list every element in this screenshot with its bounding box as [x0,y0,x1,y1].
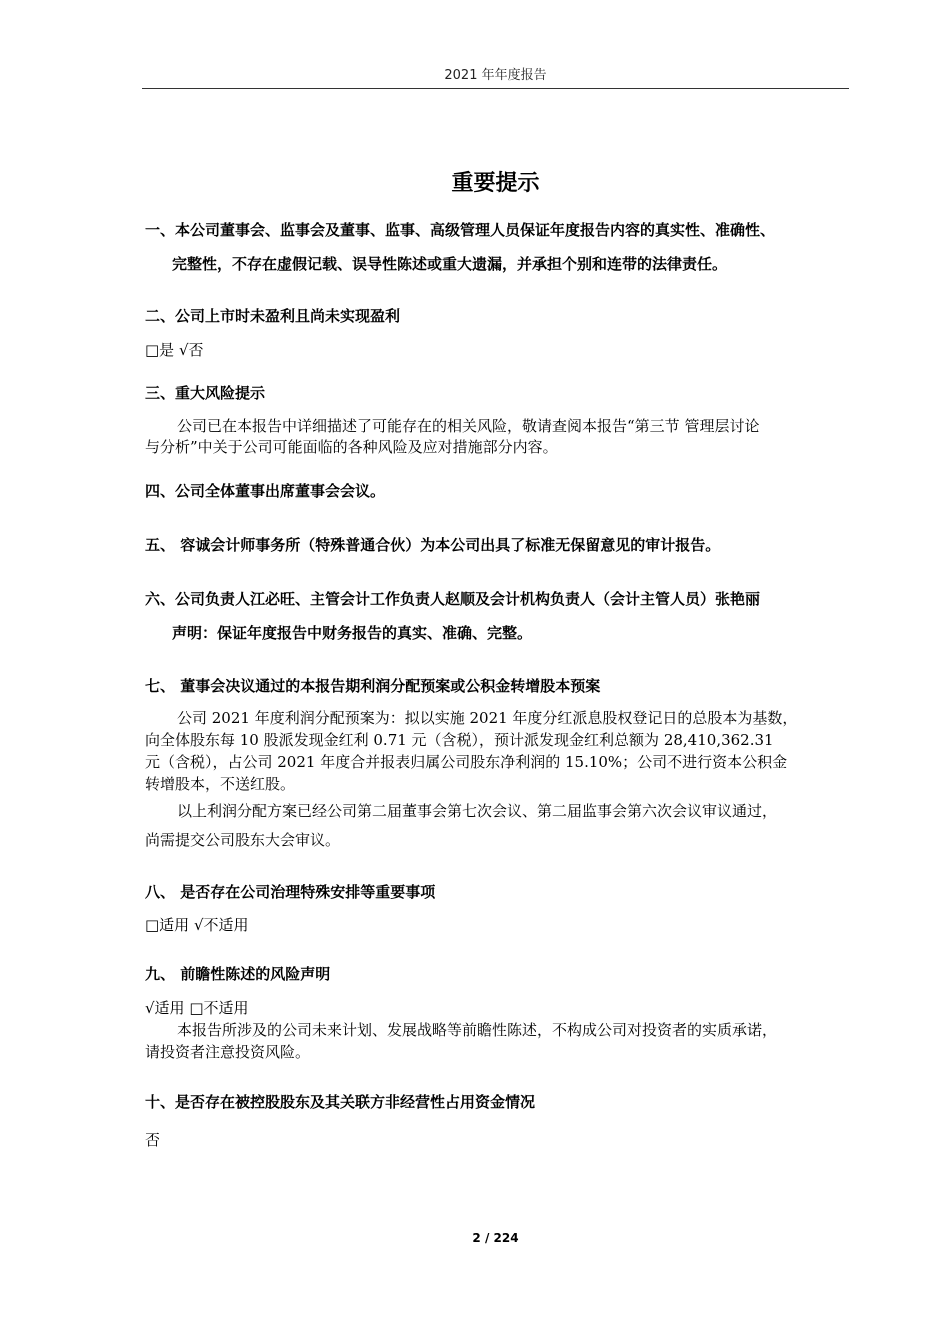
s7-p1-line4: 转增股本，不送红股。 [145,775,296,793]
s7-heading: 七、 董事会决议通过的本报告期利润分配预案或公积金转增股本预案 [145,677,601,695]
s6-line1: 六、公司负责人江必旺、主管会计工作负责人赵顺及会计机构负责人（会计主管人员）张艳丽 [145,590,761,608]
s7-p2-line2: 尚需提交公司股东大会审议。 [145,831,341,849]
s9-option: √适用 □不适用 [145,999,249,1017]
s4-heading: 四、公司全体董事出席董事会会议。 [145,482,386,500]
s10-heading: 十、是否存在被控股股东及其关联方非经营性占用资金情况 [145,1093,536,1111]
s9-line2: 请投资者注意投资风险。 [145,1043,311,1061]
s3-heading: 三、重大风险提示 [145,384,266,402]
page-title: 重要提示 [451,171,540,196]
s3-line1: 公司已在本报告中详细描述了可能存在的相关风险，敬请查阅本报告“第三节 管理层讨论 [177,417,760,435]
s3-line2: 与分析”中关于公司可能面临的各种风险及应对措施部分内容。 [145,438,558,456]
s9-line1: 本报告所涉及的公司未来计划、发展战略等前瞻性陈述，不构成公司对投资者的实质承诺， [177,1021,778,1039]
s7-p1-line2: 向全体股东每 10 股派发现金红利 0.71 元（含税），预计派发现金红利总额为 28,410,362.31 [145,731,774,749]
s2-heading: 二、公司上市时未盈利且尚未实现盈利 [145,307,401,325]
s7-p2-line1: 以上利润分配方案已经公司第二届董事会第七次会议、第二届监事会第六次会议审议通过， [177,802,778,820]
s7-p1-line3: 元（含税），占公司 2021 年度合并报表归属公司股东净利润的 15.10%；公司不进行资本公积金 [145,753,788,771]
s1-line1: 一、本公司董事会、监事会及董事、监事、高级管理人员保证年度报告内容的真实性、准确性、 [145,221,776,239]
s5-heading: 五、 容诚会计师事务所（特殊普通合伙）为本公司出具了标准无保留意见的审计报告。 [145,536,721,554]
s2-option: □是 √否 [145,341,204,359]
page-number: 2 / 224 [472,1231,519,1245]
s1-line2: 完整性，不存在虚假记载、误导性陈述或重大遗漏，并承担个别和连带的法律责任。 [172,255,728,273]
s8-heading: 八、 是否存在公司治理特殊安排等重要事项 [145,883,436,901]
s7-p1-line1: 公司 2021 年度利润分配预案为：拟以实施 2021 年度分红派息股权登记日的总股本为基数， [177,709,798,727]
s8-option: □适用 √不适用 [145,916,249,934]
s6-line2: 声明：保证年度报告中财务报告的真实、准确、完整。 [172,624,533,642]
header-divider [142,88,849,89]
page-header: 2021 年年度报告 [444,68,547,83]
s9-heading: 九、 前瞻性陈述的风险声明 [145,965,331,983]
s10-answer: 否 [145,1131,161,1149]
